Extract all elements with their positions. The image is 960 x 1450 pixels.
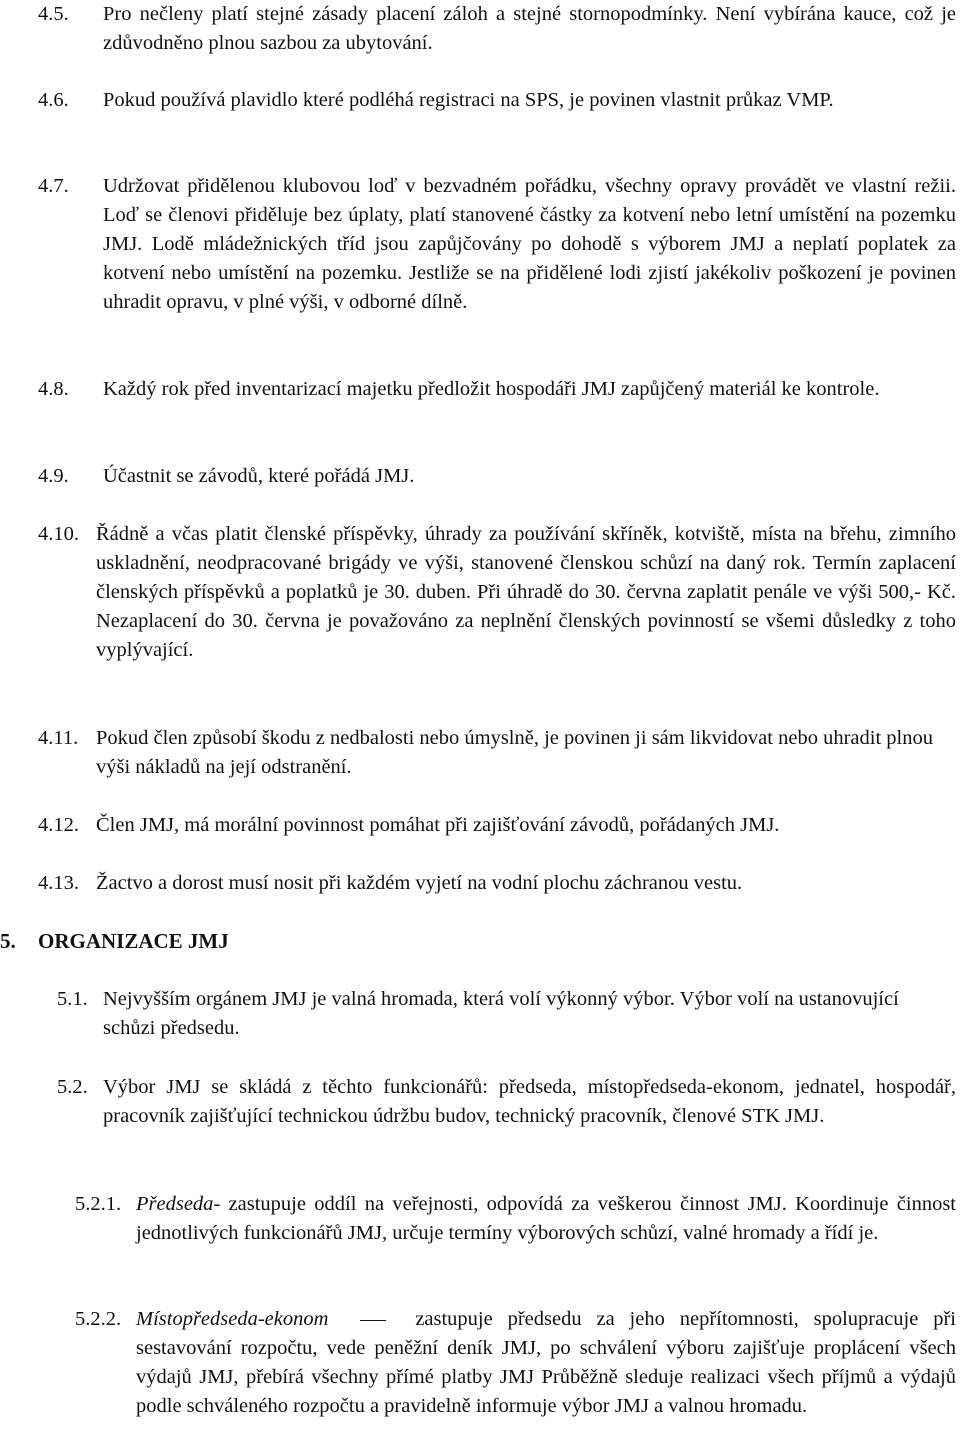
item-text: Výbor JMJ se skládá z těchto funkcionářů: předseda, místopředseda-ekonom, jednatel, hospodář, pracovník zajišťující technickou údržbu budov, technický pracovník, členové STK JMJ. <box>103 1076 956 1127</box>
item-number: 5.2. <box>57 1076 88 1098</box>
list-item-5-1 <box>57 985 956 1043</box>
list-item-4-12 <box>38 811 956 840</box>
list-item-4-8 <box>38 375 956 404</box>
list-item-4-9 <box>38 462 956 491</box>
list-item-4-11 <box>38 724 956 782</box>
section-heading <box>0 927 229 956</box>
item-text: Pro nečleny platí stejné zásady placení záloh a stejné stornopodmínky. Není vybírána kauce, což je zdůvodněno plnou sazbou za ubytování. <box>103 3 956 54</box>
list-item-5-2-2 <box>75 1305 956 1421</box>
item-text: Pokud člen způsobí škodu z nedbalosti nebo úmyslně, je povinen ji sám likvidovat nebo uhradit plnou výši nákladů na její odstranění. <box>96 727 933 778</box>
item-number: 4.7. <box>38 175 69 197</box>
item-number: 4.10. <box>38 523 79 545</box>
section-number: 5. <box>0 929 16 953</box>
list-item-4-5 <box>38 0 956 58</box>
item-text: Udržovat přidělenou klubovou loď v bezvadném pořádku, všechny opravy provádět ve vlastní režii. Loď se členovi přiděluje bez úplaty, platí stanovené částky za kotvení nebo letní umístění na pozemku JMJ. Lodě mládežnických tříd jsou zapůjčovány po dohodě s výborem JMJ a neplatí poplatek za kotvení nebo umístění na pozemku. Jestliže se na přidělené lodi zjistí jakékoliv poškození je povinen uhradit opravu, v plné výši, v odborné dílně. <box>103 175 956 313</box>
item-text: Nejvyšším orgánem JMJ je valná hromada, která volí výkonný výbor. Výbor volí na ustanovující schůzi předsedu. <box>103 988 899 1039</box>
list-item-4-10 <box>38 520 956 665</box>
item-number: 4.12. <box>38 814 79 836</box>
item-text: Účastnit se závodů, které pořádá JMJ. <box>103 465 415 487</box>
role-description: - zastupuje oddíl na veřejnosti, odpovídá za veškerou činnost JMJ. Koordinuje činnost jednotlivých funkcionářů JMJ, určuje termíny výborových schůzí, valné hromady a řídí je. <box>136 1193 956 1244</box>
item-text: Člen JMJ, má morální povinnost pomáhat při zajišťování závodů, pořádaných JMJ. <box>96 814 780 836</box>
role-name: Předseda <box>136 1193 214 1215</box>
item-number: 4.6. <box>38 89 69 111</box>
role-description: zastupuje předsedu za jeho nepřítomnosti, spolupracuje při sestavování rozpočtu, vede peněžní deník JMJ, po schválení výboru zajišťuje proplácení všech výdajů JMJ, přebírá všechny přímé platby JMJ Průběžně sleduje realizaci všech příjmů a výdajů podle schváleného rozpočtu a pravidelně informuje výbor JMJ a valnou hromadu. <box>136 1308 956 1417</box>
item-text <box>136 1190 956 1248</box>
item-number: 4.8. <box>38 378 69 400</box>
list-item-4-13 <box>38 869 956 898</box>
list-item-4-6 <box>38 86 956 115</box>
item-text: Řádně a včas platit členské příspěvky, úhrady za používání skříněk, kotviště, místa na břehu, zimního uskladnění, neodpracované brigády ve výši, stanovené členskou schůzí na daný rok. Termín zaplacení členských příspěvků a poplatků je 30. duben. Při úhradě do 30. června zaplatit penále ve výši 500,- Kč. Nezaplacení do 30. června je považováno za neplnění členských povinností se všemi důsledky z toho vyplývající. <box>96 523 956 661</box>
item-number: 4.11. <box>38 727 79 749</box>
item-text: Žactvo a dorost musí nosit při každém vyjetí na vodní plochu záchranou vestu. <box>96 872 743 894</box>
list-item-5-2-1 <box>75 1190 956 1248</box>
role-name: Místopředseda-ekonom <box>136 1308 329 1330</box>
item-number: 4.5. <box>38 3 69 25</box>
item-number: 5.1. <box>57 988 88 1010</box>
item-number: 4.13. <box>38 872 79 894</box>
section-title: ORGANIZACE JMJ <box>38 929 229 953</box>
item-text: Každý rok před inventarizací majetku předložit hospodáři JMJ zapůjčený materiál ke kontrole. <box>103 378 880 400</box>
item-text <box>136 1305 956 1421</box>
item-text: Pokud používá plavidlo které podléhá registraci na SPS, je povinen vlastnit průkaz VMP. <box>103 89 834 111</box>
item-number: 5.2.1. <box>75 1193 122 1215</box>
dash-separator <box>360 1320 386 1321</box>
list-item-5-2 <box>57 1073 956 1131</box>
item-number: 4.9. <box>38 465 69 487</box>
item-number: 5.2.2. <box>75 1308 122 1330</box>
list-item-4-7 <box>38 172 956 317</box>
